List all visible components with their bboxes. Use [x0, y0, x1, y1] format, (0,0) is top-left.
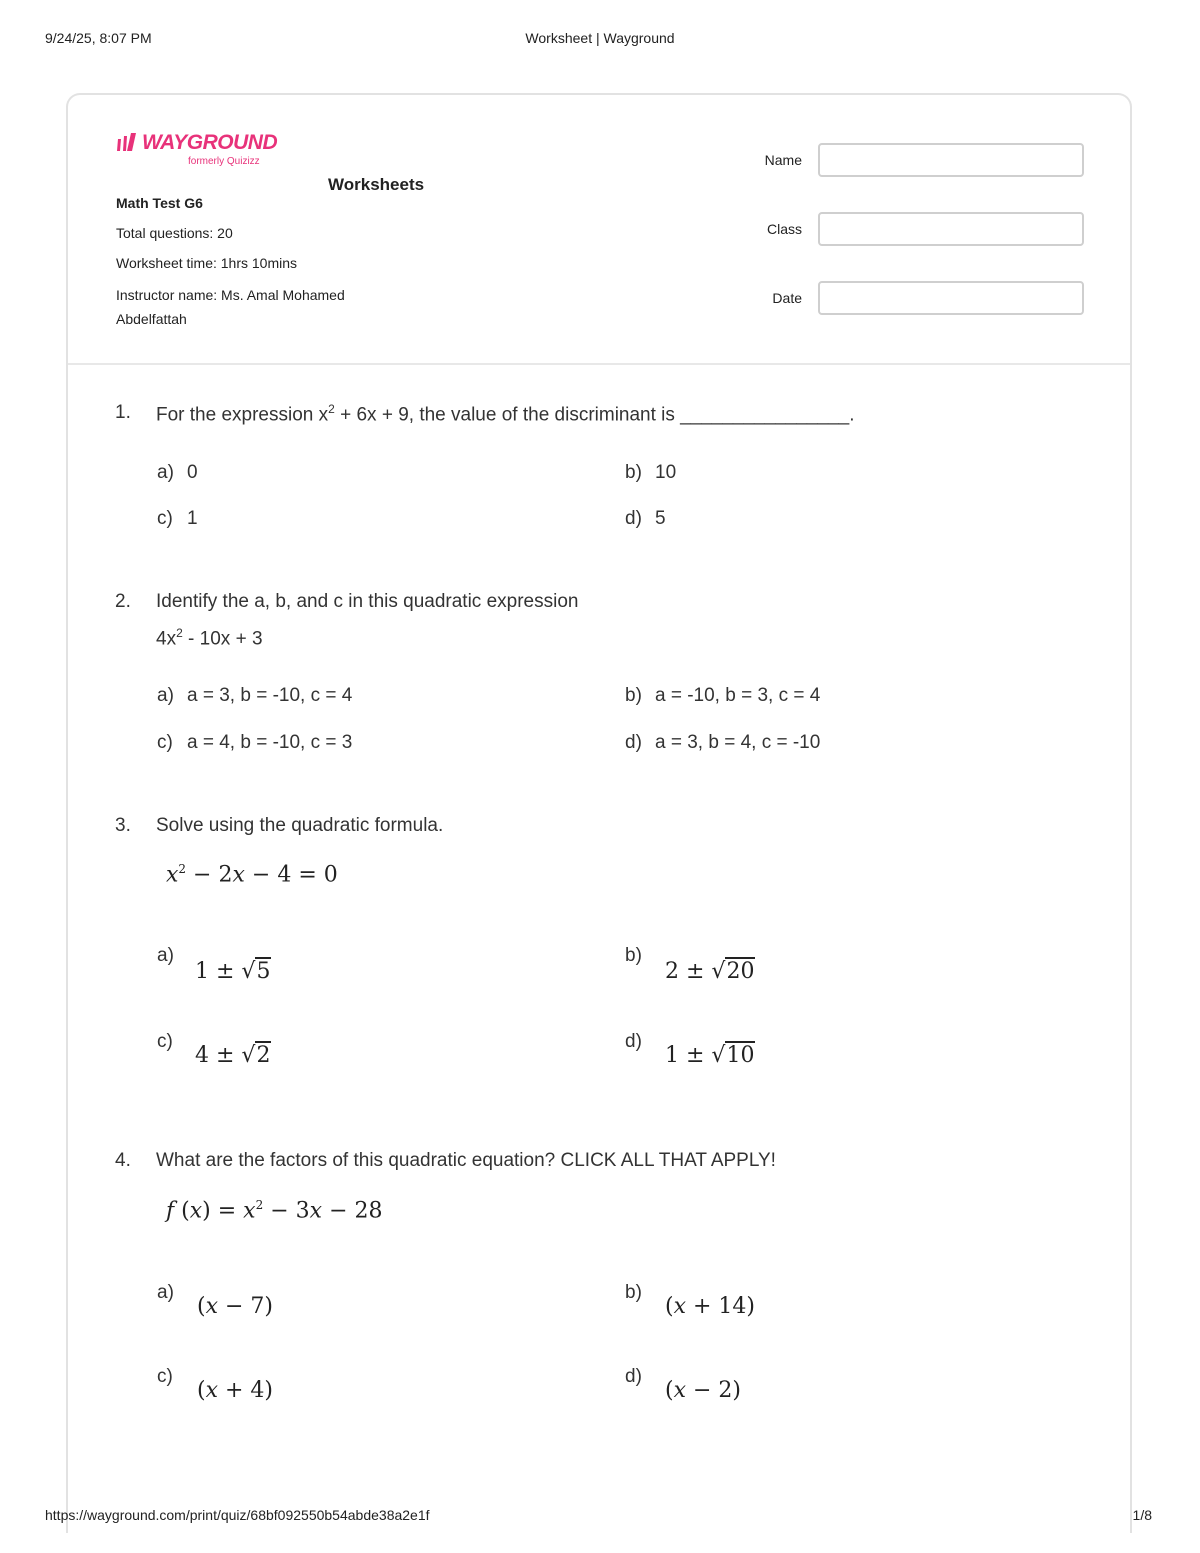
logo-subtext: formerly Quizizz: [188, 156, 260, 167]
question-4-equation: f $(x) = x^2 - 3x - 28$: [166, 1198, 383, 1224]
question-number: 3.: [115, 815, 131, 836]
class-label: Class: [766, 221, 802, 237]
date-field[interactable]: [818, 281, 1084, 315]
class-field[interactable]: [818, 212, 1084, 246]
worksheet-header: [68, 95, 1130, 365]
question-number: 2.: [115, 591, 131, 612]
section-title: Worksheets: [328, 175, 425, 194]
question-text: What are the factors of this quadratic equation? CLICK ALL THAT APPLY!: [156, 1150, 776, 1171]
logo-bars-icon: [116, 133, 142, 151]
total-questions: Total questions: 20: [116, 225, 233, 241]
instructor-name: Instructor name: Ms. Amal Mohamed Abdelfattah: [116, 287, 345, 327]
logo-text: WAYGROUND: [142, 131, 278, 154]
date-label: Date: [772, 290, 802, 306]
wayground-logo: [116, 131, 425, 194]
name-field[interactable]: [818, 143, 1084, 177]
worksheet-time: Worksheet time: 1hrs 10mins: [116, 255, 298, 271]
logo-mark: [116, 131, 277, 154]
print-page-title: Worksheet | Wayground: [525, 30, 675, 46]
name-label: Name: [764, 152, 802, 168]
print-page-number: 1/8: [1132, 1507, 1152, 1523]
print-url: https://wayground.com/print/quiz/68bf092550b54abde38a2e1f: [45, 1507, 430, 1523]
print-datetime: 9/24/25, 8:07 PM: [45, 30, 152, 46]
question-number: 4.: [115, 1150, 131, 1171]
worksheet-title: Math Test G6: [116, 195, 203, 211]
question-text: Solve using the quadratic formula.: [156, 815, 444, 836]
question-text: For the expression $x^2 + 6x + 9$, the value of the discriminant is ________________.: [156, 402, 855, 426]
question-3-equation: $x^2 - 2x - 4 = 0$: [166, 862, 338, 888]
question-number: 1.: [115, 402, 131, 423]
question-text: Identify the a, b, and c in this quadratic expression: [156, 591, 579, 612]
